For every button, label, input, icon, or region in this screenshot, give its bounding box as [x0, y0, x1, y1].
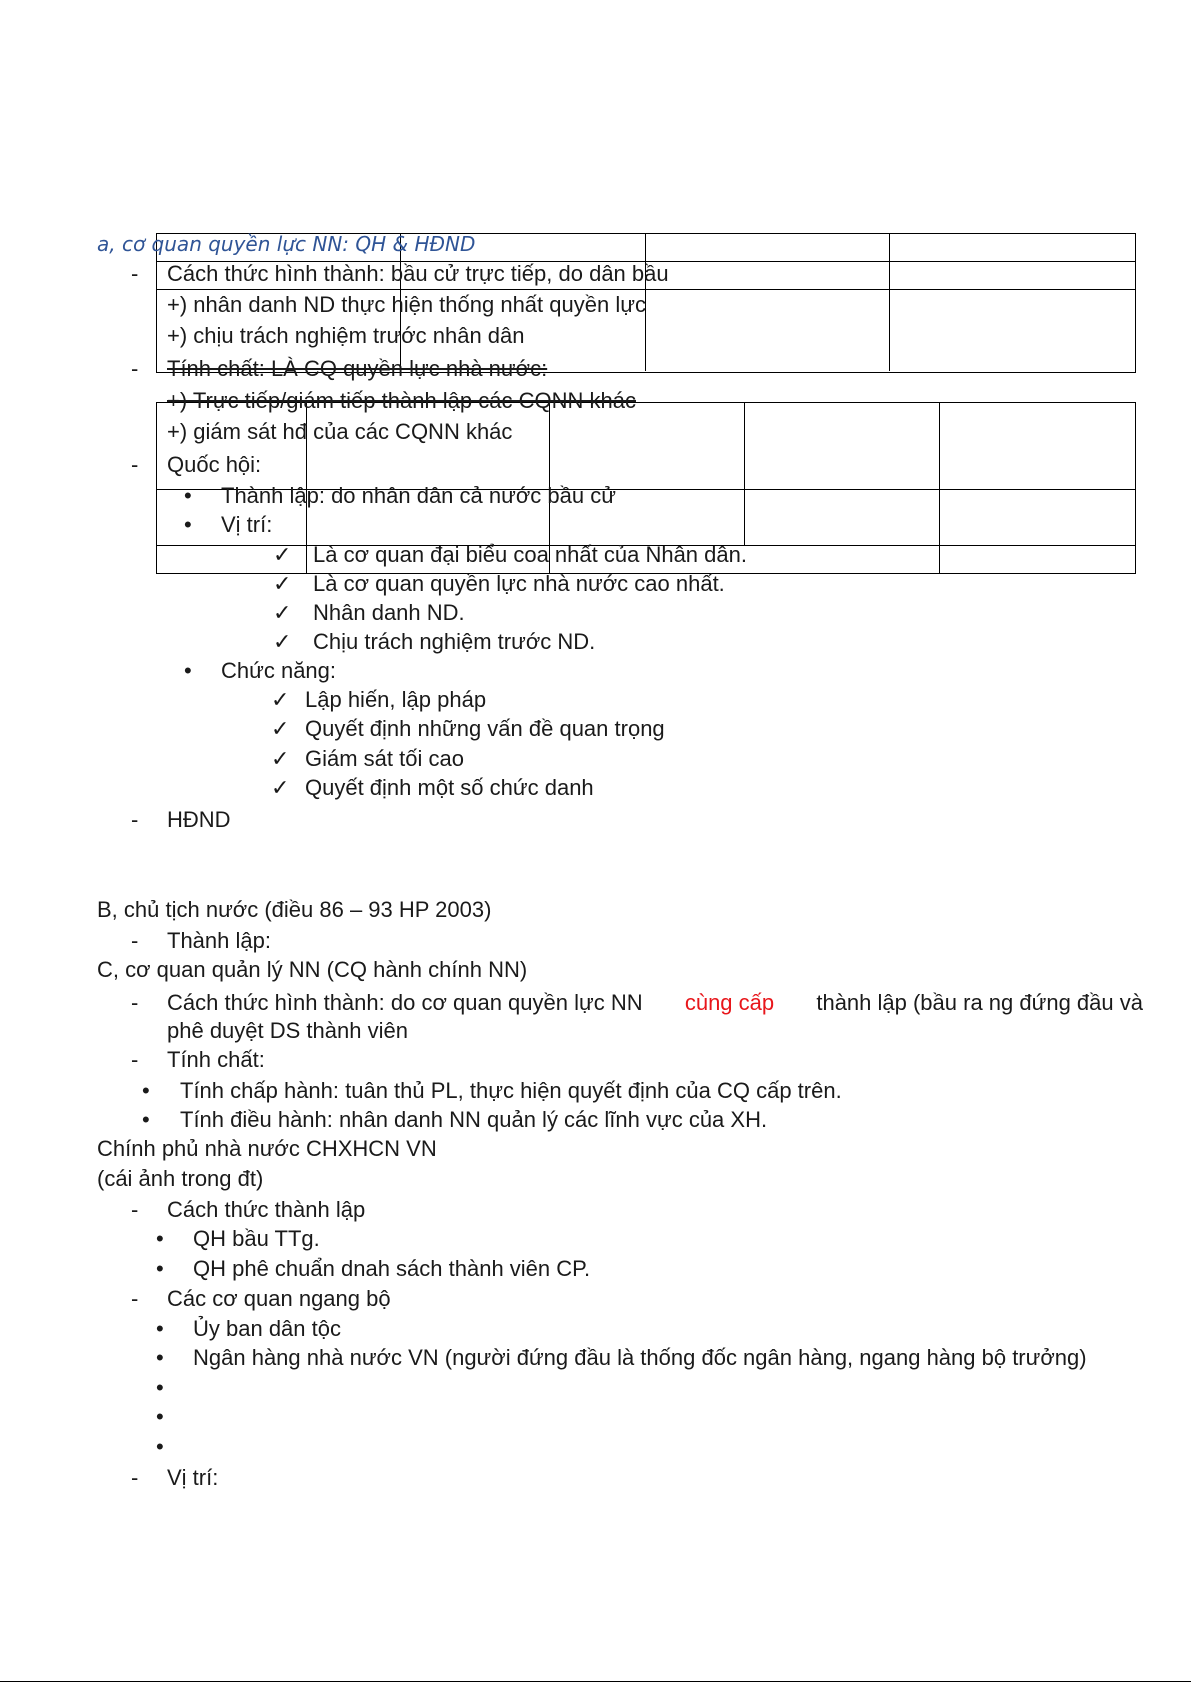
position-item: Là cơ quan đại biểu coa nhất của Nhân dân.	[313, 542, 747, 567]
qh-position: Vị trí:	[221, 512, 273, 537]
function-item: Quyết định những vấn đề quan trọng	[305, 716, 665, 741]
c-nature: Tính chất:	[167, 1047, 265, 1072]
dash-marker: -	[131, 1286, 139, 1311]
position-item: Chịu trách nghiệm trước ND.	[313, 629, 596, 654]
quoc-hoi-label: Quốc hội:	[167, 452, 262, 477]
check-icon: ✓	[271, 687, 290, 712]
bullet-marker: •	[156, 1256, 164, 1281]
method-point-2: +) chịu trách nghiệm trước nhân dân	[167, 323, 525, 348]
dash-marker: -	[131, 452, 139, 477]
gov-formation-item: QH bầu TTg.	[193, 1226, 320, 1251]
hdnd-label: HĐND	[167, 807, 231, 832]
qh-function: Chức năng:	[221, 658, 337, 683]
check-icon: ✓	[273, 571, 292, 596]
method-point-1: +) nhân danh ND thực hiện thống nhất quyền lực	[167, 292, 646, 317]
page-bottom-rule	[0, 1681, 1191, 1682]
agency-item: Ủy ban dân tộc	[193, 1316, 341, 1341]
bullet-marker: •	[184, 658, 192, 683]
dash-marker: -	[131, 928, 139, 953]
c-nature-item: Tính điều hành: nhân danh NN quản lý các lĩnh vực của XH.	[180, 1107, 768, 1132]
gov-formation-item: QH phê chuẩn dnah sách thành viên CP.	[193, 1256, 591, 1281]
check-icon: ✓	[271, 775, 290, 800]
c-method-continuation: phê duyệt DS thành viên	[167, 1018, 408, 1043]
dash-marker: -	[131, 1465, 139, 1490]
section-a-heading: a, cơ quan quyền lực NN: QH & HĐND	[97, 232, 476, 256]
bullet-marker: •	[156, 1375, 164, 1400]
check-icon: ✓	[273, 629, 292, 654]
position-item: Là cơ quan quyền lực nhà nước cao nhất.	[313, 571, 725, 596]
bullet-marker: •	[156, 1404, 164, 1429]
bullet-marker: •	[184, 483, 192, 508]
dash-marker: -	[131, 990, 139, 1015]
check-icon: ✓	[273, 542, 292, 567]
dash-marker: -	[131, 356, 139, 381]
dash-marker: -	[131, 1197, 139, 1222]
c-nature-item: Tính chấp hành: tuân thủ PL, thực hiện quyết định của CQ cấp trên.	[180, 1078, 842, 1103]
section-c-heading: C, cơ quan quản lý NN (CQ hành chính NN)	[97, 957, 528, 982]
position-item: Nhân danh ND.	[313, 600, 465, 625]
check-icon: ✓	[271, 716, 290, 741]
government-title: Chính phủ nhà nước CHXHCN VN	[97, 1136, 437, 1161]
c-method-line	[167, 990, 1143, 1016]
check-icon: ✓	[273, 600, 292, 625]
nature-line: Tính chất: LÀ CQ quyền lực nhà nước:	[167, 356, 548, 381]
check-icon: ✓	[271, 746, 290, 771]
bullet-marker: •	[156, 1226, 164, 1251]
c-method-words-2: thành lập (bầu ra ng đứng đầu và	[810, 990, 1143, 1015]
bullet-marker: •	[142, 1078, 150, 1103]
dash-marker: -	[131, 807, 139, 832]
function-item: Giám sát tối cao	[305, 746, 464, 771]
agency-item: Ngân hàng nhà nước VN (người đứng đầu là thống đốc ngân hàng, ngang hàng bộ trưởng)	[193, 1345, 1087, 1370]
function-item: Lập hiến, lập pháp	[305, 687, 487, 712]
dash-marker: -	[131, 1047, 139, 1072]
highlighted-same-level: cùng cấp	[684, 990, 775, 1015]
bullet-marker: •	[156, 1345, 164, 1370]
bullet-marker: •	[156, 1434, 164, 1459]
qh-formation: Thành lập: do nhân dân cả nước bầu cử	[221, 483, 616, 508]
function-item: Quyết định một số chức danh	[305, 775, 594, 800]
government-note: (cái ảnh trong đt)	[97, 1166, 264, 1191]
bullet-marker: •	[156, 1316, 164, 1341]
nature-point-2: +) giám sát hđ của các CQNN khác	[167, 419, 513, 444]
section-b-heading: B, chủ tịch nước (điều 86 – 93 HP 2003)	[97, 897, 492, 922]
b-formation: Thành lập:	[167, 928, 271, 953]
formation-method: Cách thức hình thành: bầu cử trực tiếp, do dân bầu	[167, 261, 669, 286]
bullet-marker: •	[142, 1107, 150, 1132]
gov-agencies: Các cơ quan ngang bộ	[167, 1286, 391, 1311]
gov-formation: Cách thức thành lập	[167, 1197, 366, 1222]
gov-position: Vị trí:	[167, 1465, 219, 1490]
dash-marker: -	[131, 261, 139, 286]
nature-point-1: +) Trực tiếp/giám tiếp thành lập các CQNN khác	[167, 388, 636, 413]
c-method-words-1: Cách thức hình thành: do cơ quan quyền lực NN	[167, 990, 649, 1015]
bullet-marker: •	[184, 512, 192, 537]
